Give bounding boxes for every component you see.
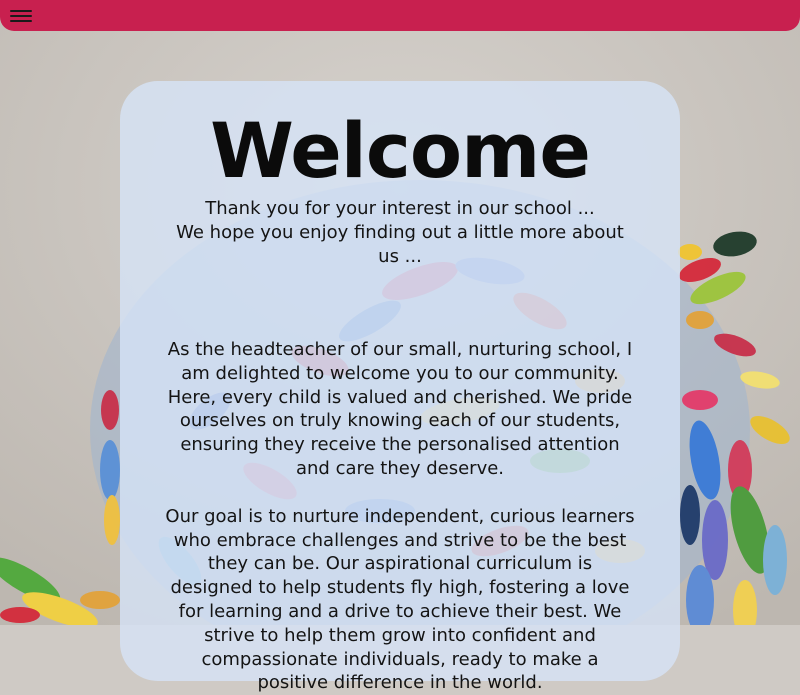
welcome-title: Welcome bbox=[210, 106, 590, 195]
welcome-paragraph-2: Our goal is to nurture independent, curious learners who embrace challenges and strive to be the best they can be. Our aspirational curriculum is designed to help students fly high, fostering a love for learning and a drive to achieve their best. We strive to help them grow into confident and compassionate individuals, ready to make a positive difference in the world. bbox=[165, 505, 635, 694]
welcome-paragraph-1: As the headteacher of our small, nurturing school, I am delighted to welcome you to our community. Here, every child is valued and cherished. We pride ourselves on truly knowing each of our students, ensuring they receive the personalised attention and care they deserve. bbox=[167, 339, 633, 479]
hamburger-menu-icon[interactable] bbox=[10, 7, 32, 25]
top-bar bbox=[0, 0, 800, 31]
lead-line-1: Thank you for your interest in our school ... bbox=[205, 198, 595, 219]
menu-line bbox=[10, 20, 32, 22]
welcome-lead bbox=[165, 197, 635, 269]
lead-line-2: We hope you enjoy finding out a little more about us ... bbox=[176, 222, 624, 267]
welcome-card bbox=[120, 81, 680, 694]
menu-line bbox=[10, 15, 32, 17]
menu-line bbox=[10, 10, 32, 12]
